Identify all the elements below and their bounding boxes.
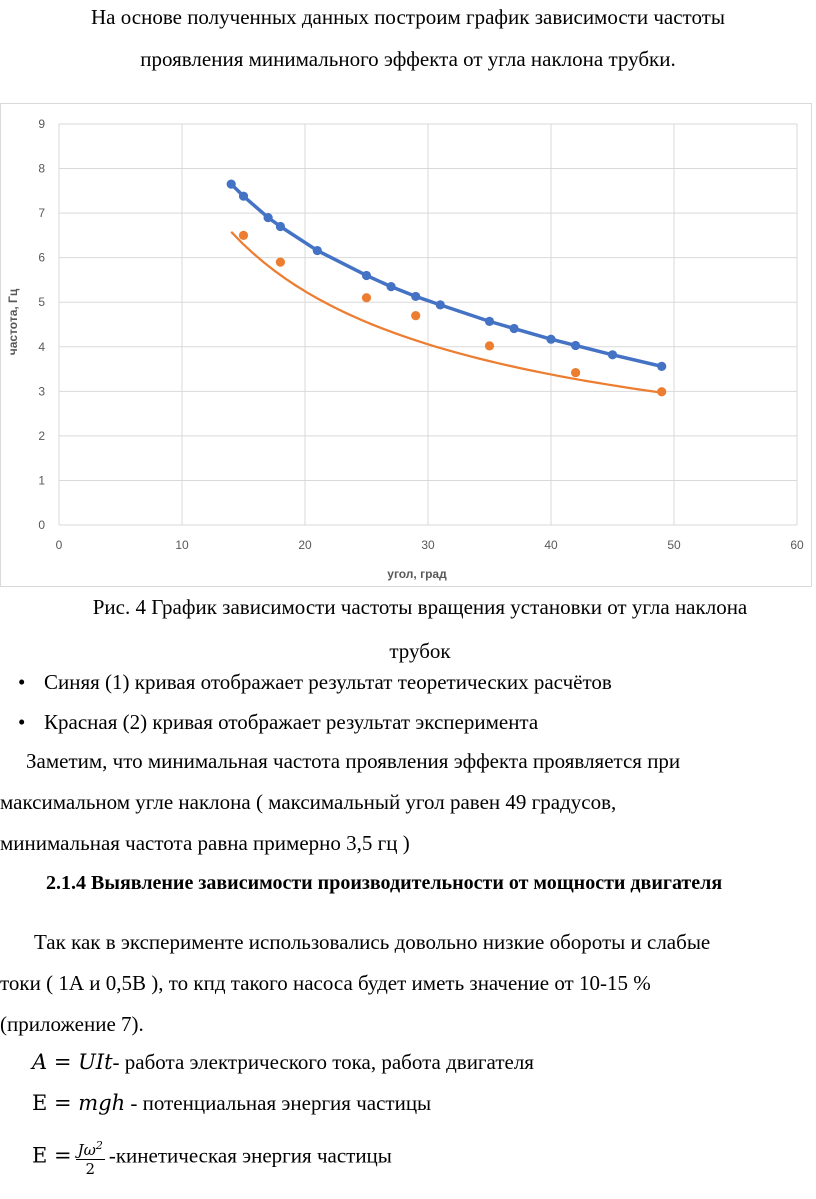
chart-frame [0, 103, 812, 587]
series-1-point [264, 213, 273, 222]
paragraph-1-line-3: минимальная частота равна примерно 3,5 гц ) [0, 831, 410, 855]
y-tick-label: 7 [38, 206, 45, 221]
fraction-numerator [76, 1137, 105, 1160]
series-1-line [231, 184, 662, 366]
bullet-text-2: Красная (2) кривая отображает результат эксперимента [44, 710, 539, 734]
x-tick-label: 10 [175, 538, 189, 552]
section-heading: 2.1.4 Выявление зависимости производительности от мощности двигателя [46, 872, 723, 894]
formula-work-math: A = UIt [32, 1050, 113, 1074]
intro-line-2: проявления минимального эффекта от угла наклона трубки. [140, 47, 676, 71]
series-1-point [546, 335, 555, 344]
frequency-angle-chart [1, 104, 813, 588]
caption-line-1: Рис. 4 График зависимости частоты вращения установки от угла наклона [92, 595, 748, 619]
series-1-point [239, 192, 248, 201]
caption-line-2: трубок [389, 639, 451, 663]
intro-line-1: На основе полученных данных построим график зависимости частоты [91, 5, 725, 29]
chart-series [227, 180, 667, 397]
paragraph-2-line-3: (приложение 7). [0, 1012, 144, 1036]
series-1-point [509, 324, 518, 333]
figure-caption [40, 585, 800, 673]
series-2-point [239, 231, 248, 240]
y-tick-label: 4 [38, 339, 45, 354]
x-axis-label: угол, град [387, 567, 447, 581]
x-tick-labels [56, 538, 804, 552]
x-tick-label: 20 [298, 538, 312, 552]
formula-work-text: - работа электрического тока, работа двигателя [112, 1050, 534, 1074]
formula-kinetic-fraction [76, 1137, 105, 1178]
series-1-point [387, 282, 396, 291]
series-1-point [571, 341, 580, 350]
bullet-dot: • [18, 670, 26, 694]
y-axis-label: частота, Гц [6, 288, 20, 356]
numerator-base: Jω [77, 1141, 96, 1159]
series-1-point [411, 292, 420, 301]
series-1-point [657, 362, 666, 371]
series-1-point [313, 246, 322, 255]
y-tick-label: 9 [38, 117, 45, 131]
paragraph-2-line-1: Так как в эксперименте использовались довольно низкие обороты и слабые [34, 930, 711, 954]
y-tick-label: 3 [38, 384, 45, 399]
series-2-point [411, 311, 420, 320]
series-2-point [276, 258, 285, 267]
y-tick-label: 6 [38, 250, 45, 265]
series-1-point [276, 222, 285, 231]
y-tick-label: 8 [38, 161, 45, 176]
series-1-point [227, 180, 236, 189]
series-2-point [657, 387, 666, 396]
series-1-point [485, 317, 494, 326]
y-tick-label: 1 [38, 473, 45, 488]
intro-text [0, 0, 816, 80]
bullet-text-1: Синяя (1) кривая отображает результат теоретических расчётов [44, 670, 612, 694]
formula-work [32, 1047, 534, 1077]
x-tick-label: 60 [790, 538, 804, 552]
series-2-point [485, 341, 494, 350]
fraction-denominator: 2 [85, 1160, 95, 1178]
y-tick-label: 5 [38, 295, 45, 310]
series-2-trendline [231, 232, 662, 393]
formula-potential-math: mgh [78, 1091, 126, 1115]
chart-grid [59, 124, 797, 525]
numerator-exponent: 2 [95, 1139, 103, 1152]
paragraph-1-line-2: максимальном угле наклона ( максимальный угол равен 49 градусов, [0, 790, 617, 814]
series-1-point [436, 300, 445, 309]
series-2-point [571, 368, 580, 377]
bullet-dot: • [18, 710, 26, 734]
y-tick-label: 0 [38, 518, 45, 532]
series-1-point [608, 350, 617, 359]
x-tick-label: 40 [544, 538, 558, 552]
formula-kinetic [32, 1137, 392, 1178]
formula-potential [32, 1088, 431, 1118]
formula-kinetic-lhs: E = [32, 1143, 72, 1168]
series-2-point [362, 293, 371, 302]
formula-potential-text: - потенциальная энергия частицы [125, 1091, 432, 1115]
x-tick-label: 30 [421, 538, 435, 552]
formula-potential-lhs: E = [32, 1091, 79, 1115]
y-tick-labels [38, 117, 45, 532]
bullet-item-1 [18, 667, 612, 697]
paragraph-1-line-1: Заметим, что минимальная частота проявления эффекта проявляется при [26, 749, 681, 773]
bullet-item-2 [18, 707, 538, 737]
x-tick-label: 0 [55, 538, 63, 552]
formula-kinetic-text: -кинетическая энергия частицы [108, 1143, 392, 1168]
y-tick-label: 2 [38, 428, 45, 443]
paragraph-2-line-2: токи ( 1А и 0,5В ), то кпд такого насоса будет иметь значение от 10-15 % [0, 971, 651, 995]
x-tick-label: 50 [667, 538, 681, 552]
series-1-point [362, 271, 371, 280]
